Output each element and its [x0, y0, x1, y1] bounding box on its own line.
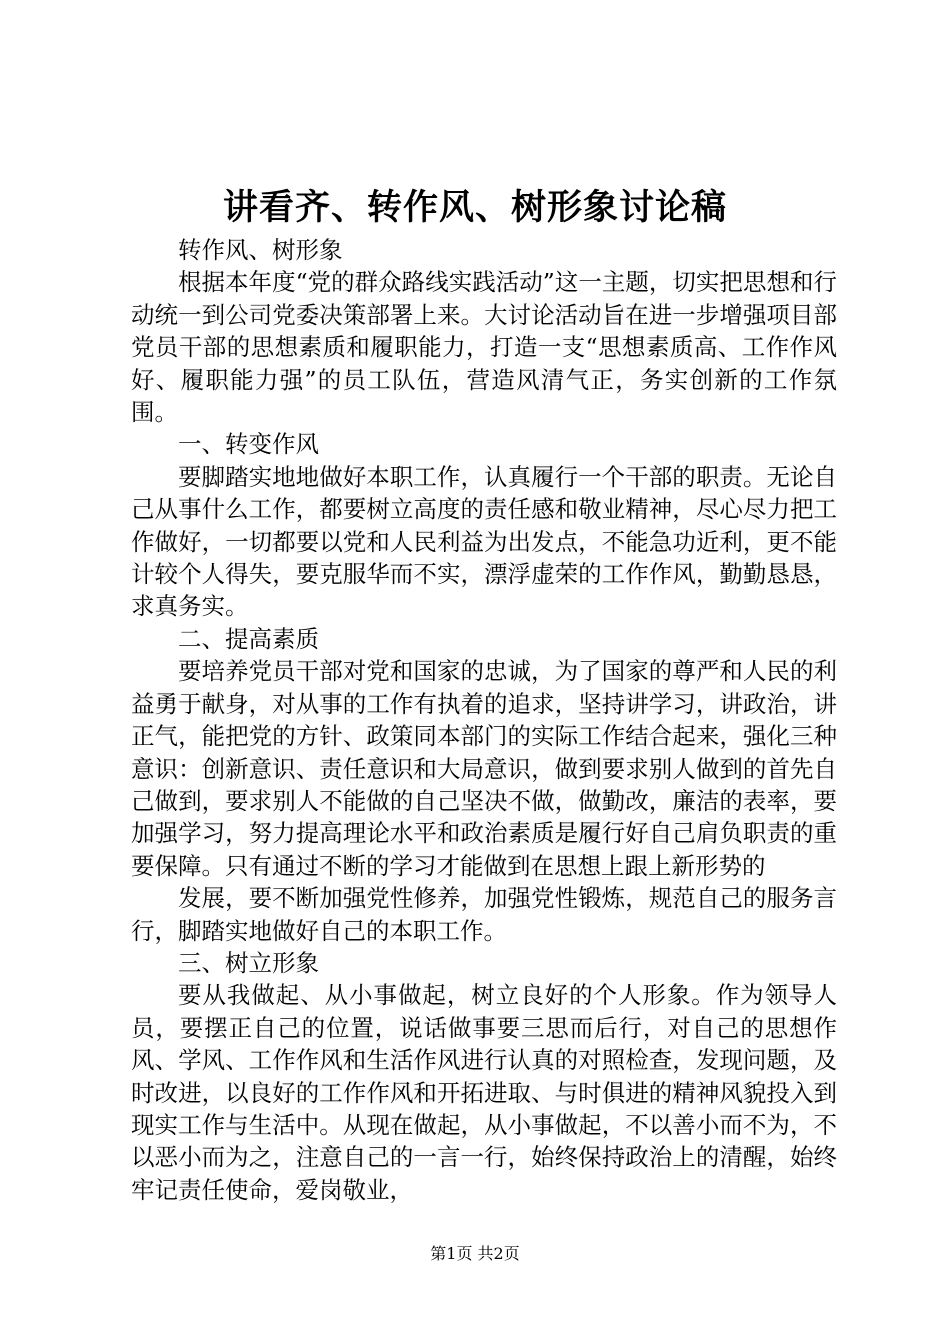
document-body [131, 234, 837, 1206]
subtitle-paragraph: 转作风、树形象 [178, 236, 343, 264]
page-number-footer: 第1页 共2页 [430, 1244, 520, 1263]
section-heading-3: 三、树立形象 [178, 948, 319, 977]
intro-paragraph: 根据本年度“党的群众路线实践活动”这一主题，切实把思想和行动统一到公司党委决策部署上来。大讨论活动旨在进一步增强项目部党员干部的思想素质和履职能力，打造一支“思想素质高、工作作风好、履职能力强”的员工队伍，营造风清气正，务实创新的工作氛围。 [131, 268, 837, 427]
section-paragraph-2-continued: 发展，要不断加强党性修养，加强党性锻炼，规范自己的服务言行，脚踏实地做好自己的本职工作。 [131, 884, 837, 945]
section-paragraph-1: 要脚踏实地地做好本职工作，认真履行一个干部的职责。无论自己从事什么工作，都要树立高度的责任感和敬业精神，尽心尽力把工作做好，一切都要以党和人民利益为出发点，不能急功近利，更不能计较个人得失，要克服华而不实，漂浮虚荣的工作作风，勤勤恳恳，求真务实。 [131, 462, 837, 621]
section-paragraph-3: 要从我做起、从小事做起，树立良好的个人形象。作为领导人员，要摆正自己的位置，说话做事要三思而后行，对自己的思想作风、学风、工作作风和生活作风进行认真的对照检查，发现问题，及时改进，以良好的工作作风和开拓进取、与时俱进的精神风貌投入到现实工作与生活中。从现在做起，从小事做起，不以善小而不为，不以恶小而为之，注意自己的一言一行，始终保持政治上的清醒，始终牢记责任使命，爱岗敬业， [131, 981, 837, 1204]
document-title: 讲看齐、转作风、树形象讨论稿 [222, 187, 727, 228]
section-heading-1: 一、转变作风 [178, 430, 319, 459]
section-paragraph-2: 要培养党员干部对党和国家的忠诚，为了国家的尊严和人民的利益勇于献身，对从事的工作有执着的追求，坚持讲学习，讲政治，讲正气，能把党的方针、政策同本部门的实际工作结合起来，强化三种意识：创新意识、责任意识和大局意识，做到要求别人做到的首先自己做到，要求别人不能做的自己坚决不做，做勤改，廉洁的表率，要加强学习，努力提高理论水平和政治素质是履行好自己肩负职责的重要保障。只有通过不断的学习才能做到在思想上跟上新形势的 [131, 657, 837, 880]
section-heading-2: 二、提高素质 [178, 624, 319, 653]
